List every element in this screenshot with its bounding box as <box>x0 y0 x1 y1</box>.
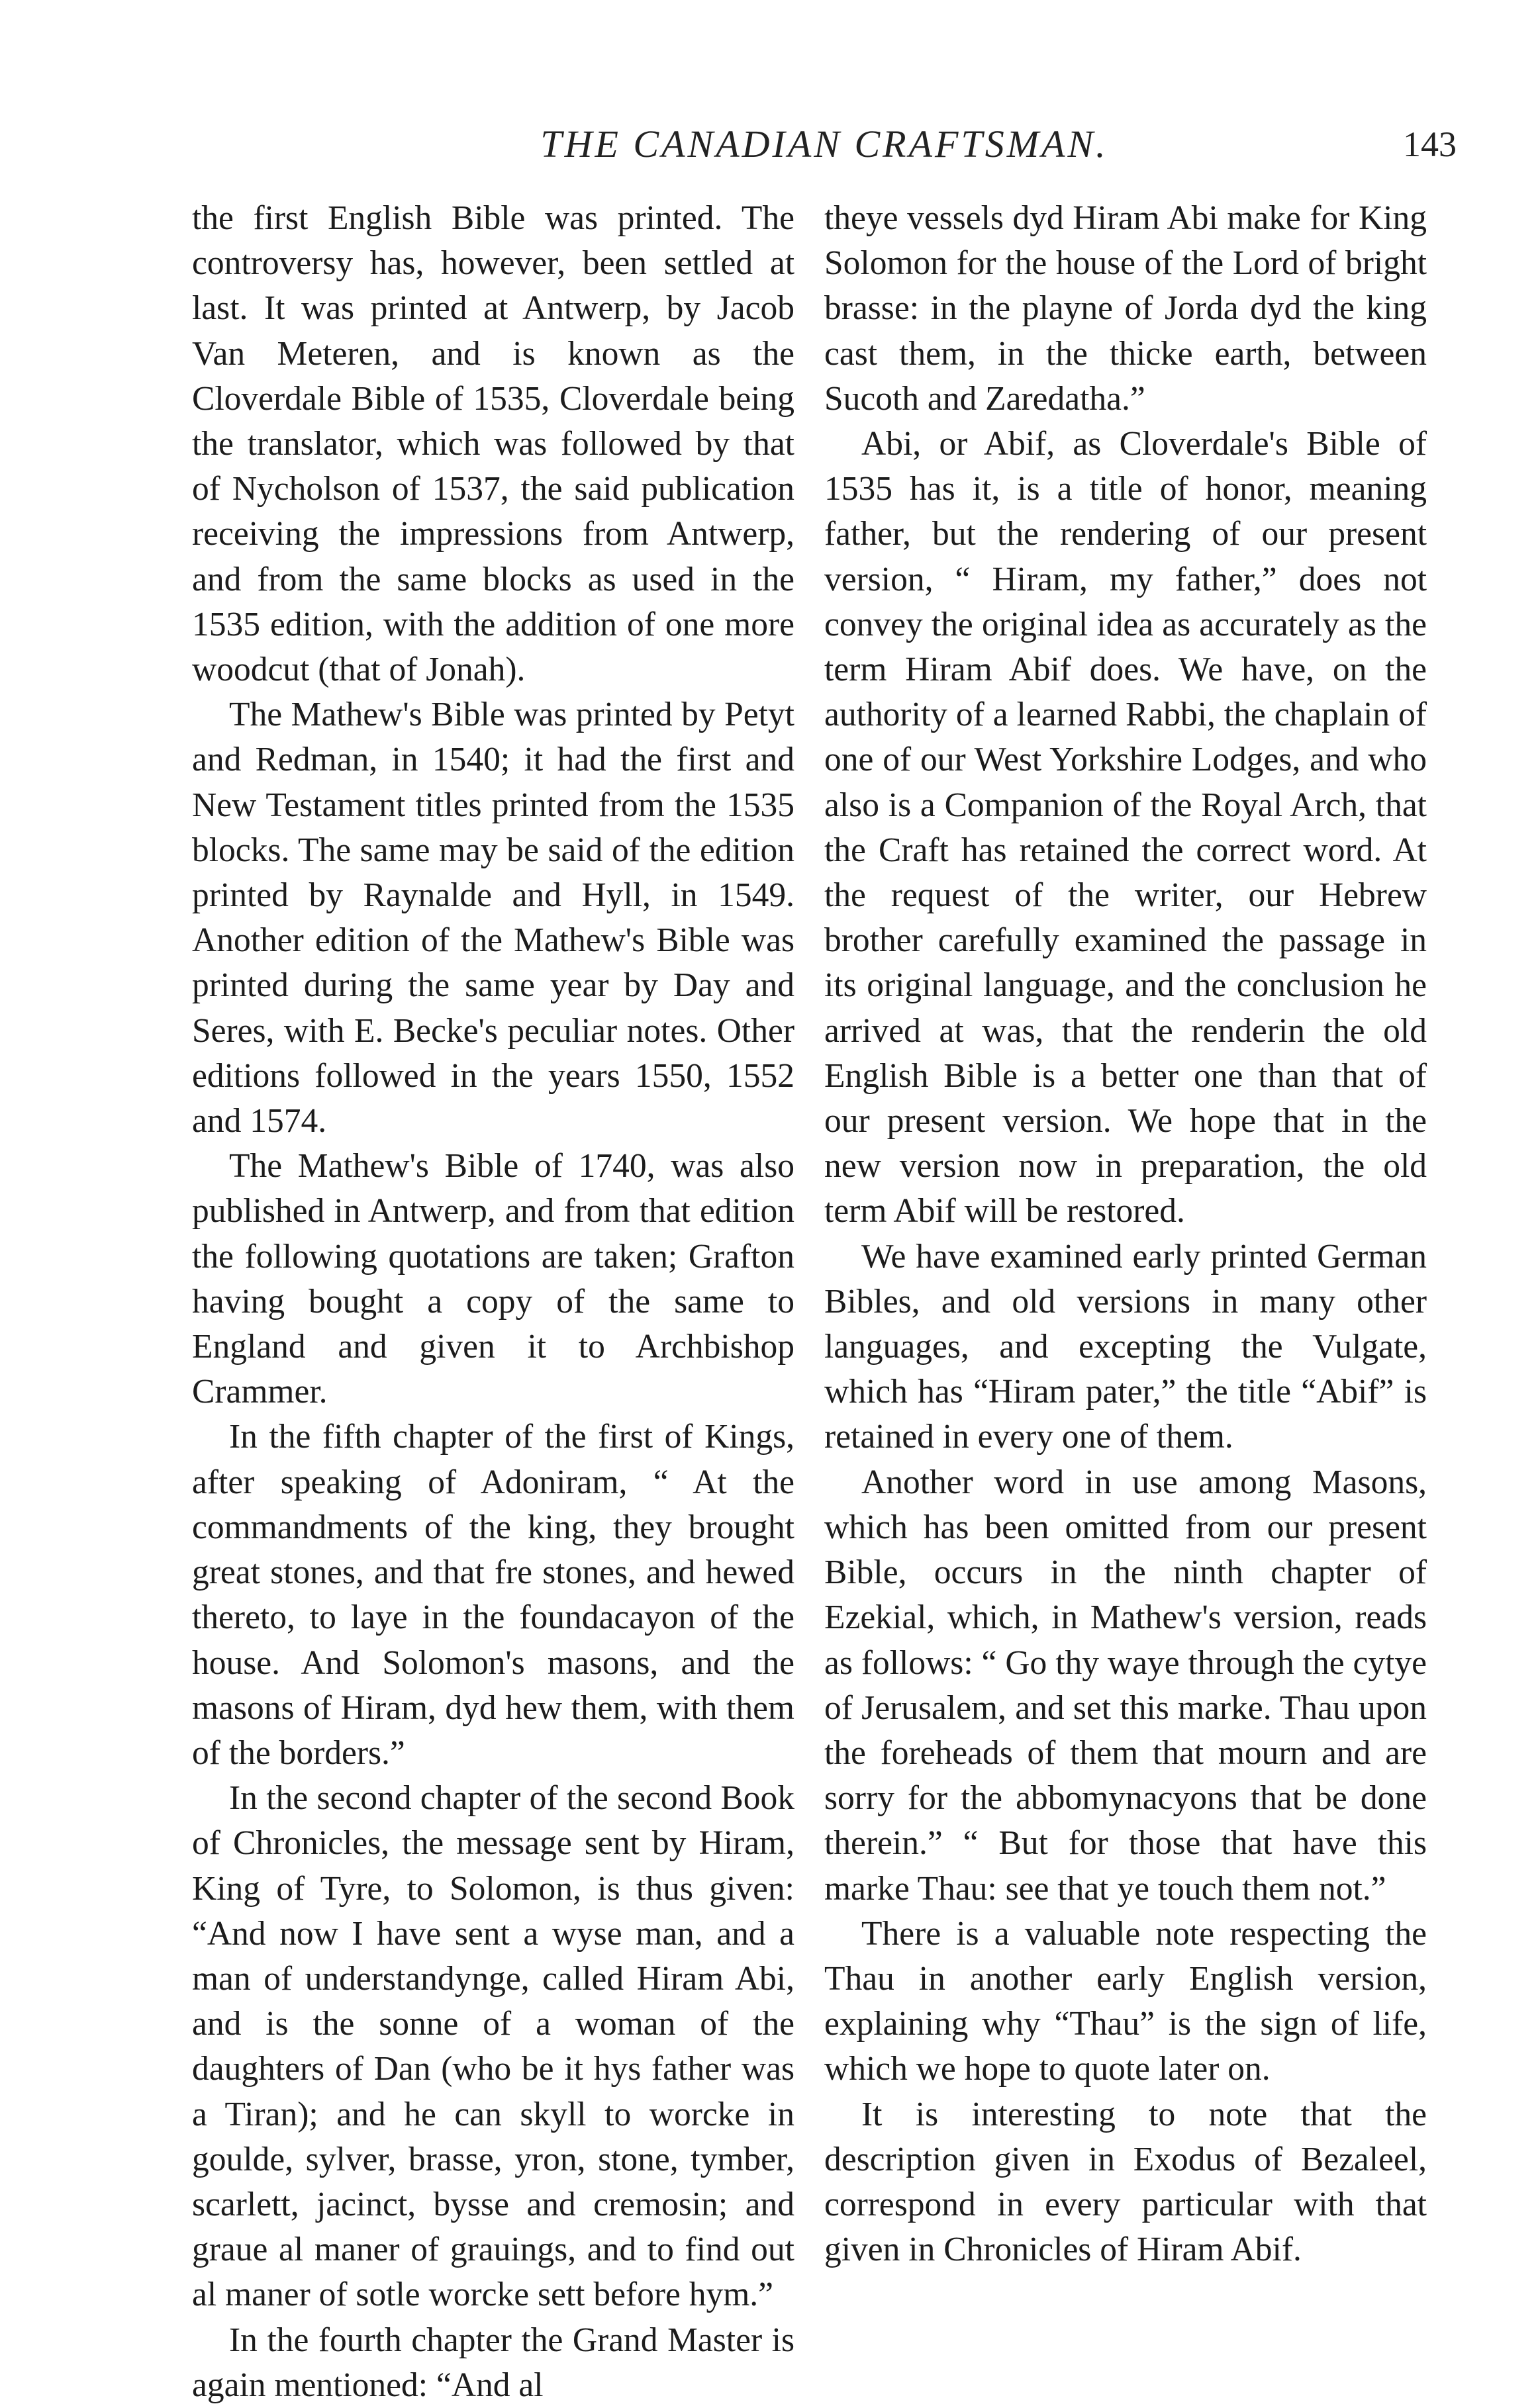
paragraph: Another word in use among Masons, which has been omitted from our present Bible, occurs in the ninth chapter of Ezekial, which, in Mathew's version, reads as follows: “ Go thy waye through the cytye of Jerusalem, and set this marke. Thau upon the foreheads of them that mourn and are sorry for the abbomynacyons that be done therein.” “ But for those that have this marke Thau: see that ye touch them not.” <box>824 1463 1427 1908</box>
paragraph: In the fifth chapter of the first of Kings, after speaking of Adoniram, “ At the commandments of the king, they brought great stones, and that fre stones, and hewed thereto, to laye in the foundacayon of the house. And Solomon's masons, and the masons of Hiram, dyd hew them, with them of the borders.” <box>192 1418 794 1772</box>
paragraph: In the fourth chapter the Grand Master is again mentioned: “And al <box>192 2321 794 2404</box>
paragraph: the first English Bible was printed. The controversy has, however, been settled at last. It was printed at Antwerp, by Jacob Van Meteren, and is known as the Cloverdale Bible of 1535, Cloverdale being the translator, which was followed by that of Nycholson of 1537, the said publication receiving the impressions from Antwerp, and from the same blocks as used in the 1535 edition, with the addition of one more woodcut (that of Jonah). <box>192 199 794 689</box>
running-header <box>192 118 1457 171</box>
page-number: 143 <box>1403 124 1457 164</box>
paragraph: theye vessels dyd Hiram Abi make for King Solomon for the house of the Lord of bright brasse: in the playne of Jorda dyd the king cast them, in the thicke earth, between Sucoth and Zaredatha.” <box>824 199 1427 418</box>
paragraph: The Mathew's Bible was printed by Petyt and Redman, in 1540; it had the first and New Testament titles printed from the 1535 blocks. The same may be said of the edition printed by Raynalde and Hyll, in 1549. Another edition of the Mathew's Bible was printed during the same year by Day and Seres, with E. Becke's peculiar notes. Other editions followed in the years 1550, 1552 and 1574. <box>192 696 794 1140</box>
paragraph: It is interesting to note that the description given in Exodus of Bezaleel, correspond in every particular with that given in Chronicles of Hiram Abif. <box>824 2095 1427 2269</box>
paragraph: There is a valuable note respecting the Thau in another early English version, explaining why “Thau” is the sign of life, which we hope to quote later on. <box>824 1914 1427 2088</box>
paragraph: In the second chapter of the second Book of Chronicles, the message sent by Hiram, King of Tyre, to Solomon, is thus given: “And now I have sent a wyse man, and a man of understandynge, called Hiram Abi, and is the sonne of a woman of the daughters of Dan (who be it hys father was a Tiran); and he can skyll to worcke in goulde, sylver, brasse, yron, stone, tymber, scarlett, jacinct, bysse and cremosin; and graue al maner of grauings, and to find out al maner of sotle worcke sett before hym.” <box>192 1779 794 2314</box>
paragraph: We have examined early printed German Bibles, and old versions in many other languages, and excepting the Vulgate, which has “Hiram pater,” the title “Abif” is retained in every one of them. <box>824 1237 1427 1456</box>
right-column <box>824 196 1427 2272</box>
left-column <box>192 196 794 2408</box>
paragraph: Abi, or Abif, as Cloverdale's Bible of 1535 has it, is a title of honor, meaning father, but the rendering of our present version, “ Hiram, my father,” does not convey the original idea as accurately as the term Hiram Abif does. We have, on the authority of a learned Rabbi, the chaplain of one of our West Yorkshire Lodges, and who also is a Companion of the Royal Arch, that the Craft has retained the correct word. At the request of the writer, our Hebrew brother carefully examined the passage in its original language, and the conclusion he arrived at was, that the renderin the old English Bible is a better one than that of our present version. We hope that in the new version now in preparation, the old term Abif will be restored. <box>824 425 1427 1230</box>
paragraph: The Mathew's Bible of 1740, was also published in Antwerp, and from that edition the following quotations are taken; Grafton having bought a copy of the same to England and given it to Archbishop Crammer. <box>192 1147 794 1411</box>
running-title: THE CANADIAN CRAFTSMAN. <box>540 122 1108 165</box>
